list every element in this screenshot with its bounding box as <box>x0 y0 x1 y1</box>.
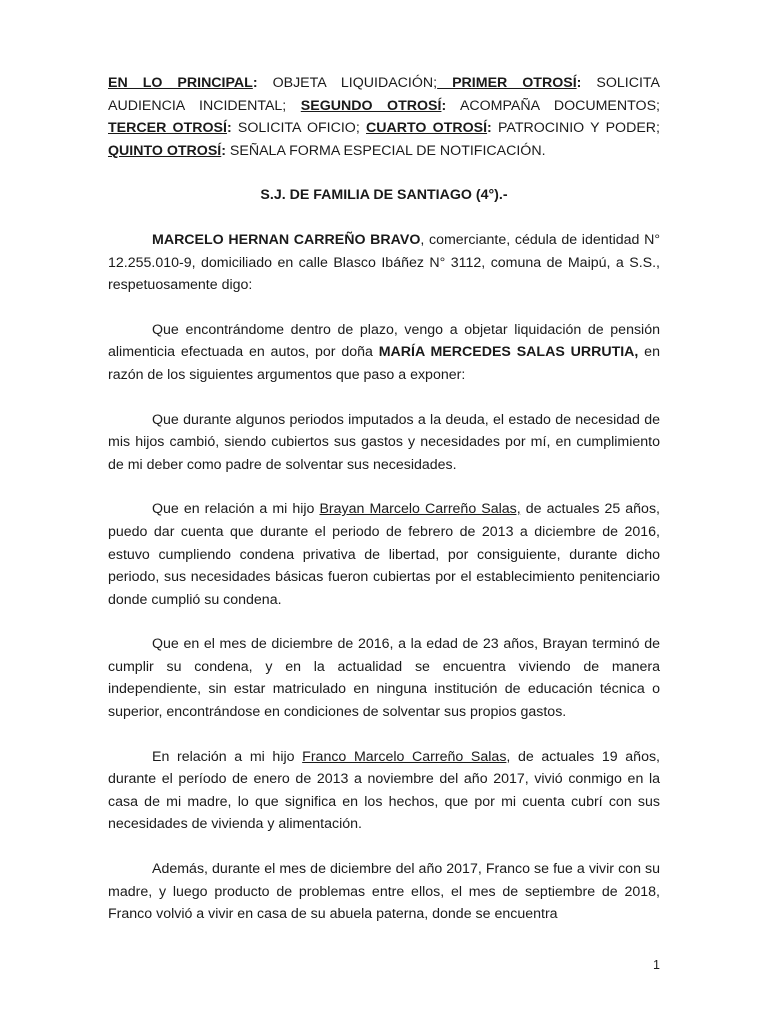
paragraph-objection <box>108 319 660 387</box>
otrosi5-text: SEÑALA FORMA ESPECIAL DE NOTIFICACIÓN. <box>225 142 546 159</box>
court-heading: S.J. DE FAMILIA DE SANTIAGO (4°).- <box>260 187 508 204</box>
document-page <box>108 72 660 926</box>
otrosi1-label: PRIMER OTROSÍ <box>437 75 577 91</box>
colon: : <box>226 120 232 137</box>
p3-text-a: Que en relación a mi hijo <box>152 501 320 518</box>
colon: : <box>441 97 447 114</box>
colon: : <box>576 75 582 91</box>
p1-text-a: Que encontrándome dentro de plazo, vengo a objetar liquidación de pensión alimenticia efectuada en autos, por doña <box>108 321 660 361</box>
paragraph-brayan <box>108 498 660 611</box>
brayan-name: Brayan Marcelo Carreño Salas, <box>319 501 521 518</box>
colon: : <box>221 142 226 159</box>
paragraph-franco <box>108 746 660 836</box>
otrosi4-label: CUARTO OTROSÍ <box>366 120 488 137</box>
p3-text-b: de actuales 25 años, puedo dar cuenta que durante el periodo de febrero de 2013 a diciembre de 2016, estuvo cumpliendo condena privativa de libertad, por consiguiente, durante dicho periodo, sus necesidades básicas fueron cubiertas por el establecimiento penitenciario donde cumplió su condena. <box>108 501 660 608</box>
otrosi3-label: TERCER OTROSÍ <box>108 120 227 137</box>
p1-text-b: en razón de los siguientes argumentos que paso a exponer: <box>108 344 660 383</box>
otrosi2-text: ACOMPAÑA DOCUMENTOS; <box>446 97 660 114</box>
colon: : <box>252 75 258 91</box>
otrosi2-label: SEGUNDO OTROSÍ <box>300 97 442 114</box>
principal-label: EN LO PRINCIPAL <box>108 75 253 91</box>
principal-text: OBJETA LIQUIDACIÓN; <box>257 75 438 91</box>
p5-text-a: En relación a mi hijo <box>152 748 303 765</box>
paragraph-franco-moves: Además, durante el mes de diciembre del año 2017, Franco se fue a vivir con su madre, y luego producto de problemas entre ellos, el mes de septiembre de 2018, Franco volvió a vivir en casa de su abuela paterna, donde se encuentra <box>108 861 660 923</box>
p5-text-b: , de actuales 19 años, durante el período de enero de 2013 a noviembre del año 2017, vivió conmigo en la casa de mi madre, lo que significa en los hechos, que por mi cuenta cubrí con sus necesidades de vivienda y alimentación. <box>108 748 661 833</box>
intro-paragraph <box>108 229 660 297</box>
intro-text: , comerciante, cédula de identidad N° 12.255.010-9, domiciliado en calle Blasco Ibáñez N° 3112, comuna de Maipú, a S.S., respetuosamente digo: <box>108 231 660 294</box>
otrosi5-label: QUINTO OTROSÍ <box>108 142 222 159</box>
paragraph-needs: Que durante algunos periodos imputados a la deuda, el estado de necesidad de mis hijos cambió, siendo cubiertos sus gastos y necesidades por mí, en cumplimiento de mi deber como padre de solventar sus necesidades. <box>108 411 660 473</box>
page-number: 1 <box>653 958 660 972</box>
otrosi1-text: SOLICITA AUDIENCIA INCIDENTAL; <box>108 75 661 114</box>
petitioner-name: MARCELO HERNAN CARREÑO BRAVO <box>152 231 421 248</box>
respondent-name: MARÍA MERCEDES SALAS URRUTIA, <box>378 344 639 361</box>
otrosi4-text: PATROCINIO Y PODER; <box>491 120 660 137</box>
otrosi3-text: SOLICITA OFICIO; <box>231 120 366 137</box>
colon: : <box>487 120 492 137</box>
sumilla <box>108 72 660 162</box>
paragraph-brayan-release: Que en el mes de diciembre de 2016, a la edad de 23 años, Brayan terminó de cumplir su condena, y en la actualidad se encuentra viviendo de manera independiente, sin estar matriculado en ninguna institución de educación técnica o superior, encontrándose en condiciones de solventar sus propios gastos. <box>108 636 660 721</box>
franco-name: Franco Marcelo Carreño Salas <box>302 748 507 765</box>
